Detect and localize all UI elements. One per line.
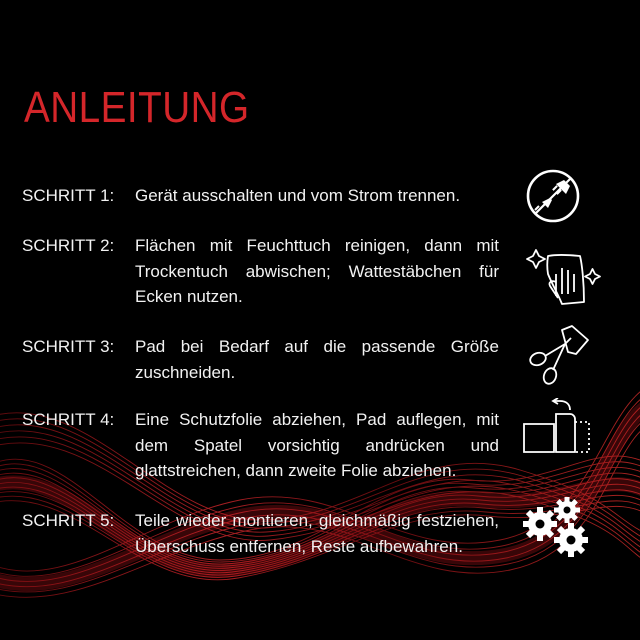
step-label: SCHRITT 2: [22,236,115,255]
step-label: SCHRITT 1: [22,186,115,205]
peel-apply-icon [522,398,598,456]
wipe-cloth-hand-icon [526,246,602,308]
step-text: Flächen mit Feuchttuch reinigen, dann mit Trockentuch abwischen; Wattestäbchen für Ecken nutzen. [135,236,499,306]
scissors-cut-icon [526,322,592,388]
step-text: Pad bei Bedarf auf die passende Größe zuschneiden. [135,337,499,382]
step-text: Teile wieder montieren, gleichmäßig festziehen, Überschuss entfernen, Reste aufbewahren. [135,511,499,556]
step-label: SCHRITT 4: [22,410,115,429]
step-label: SCHRITT 3: [22,337,115,356]
step-text: Eine Schutzfolie abziehen, Pad auflegen, mit dem Spatel vorsichtig andrücken und glattstreichen, dann zweite Folie abziehen. [135,410,499,480]
unplug-icon [525,168,581,224]
step-text: Gerät ausschalten und vom Strom trennen. [135,186,461,205]
page-title: ANLEITUNG [24,83,250,132]
step-label: SCHRITT 5: [22,511,115,530]
gears-icon [522,496,592,562]
